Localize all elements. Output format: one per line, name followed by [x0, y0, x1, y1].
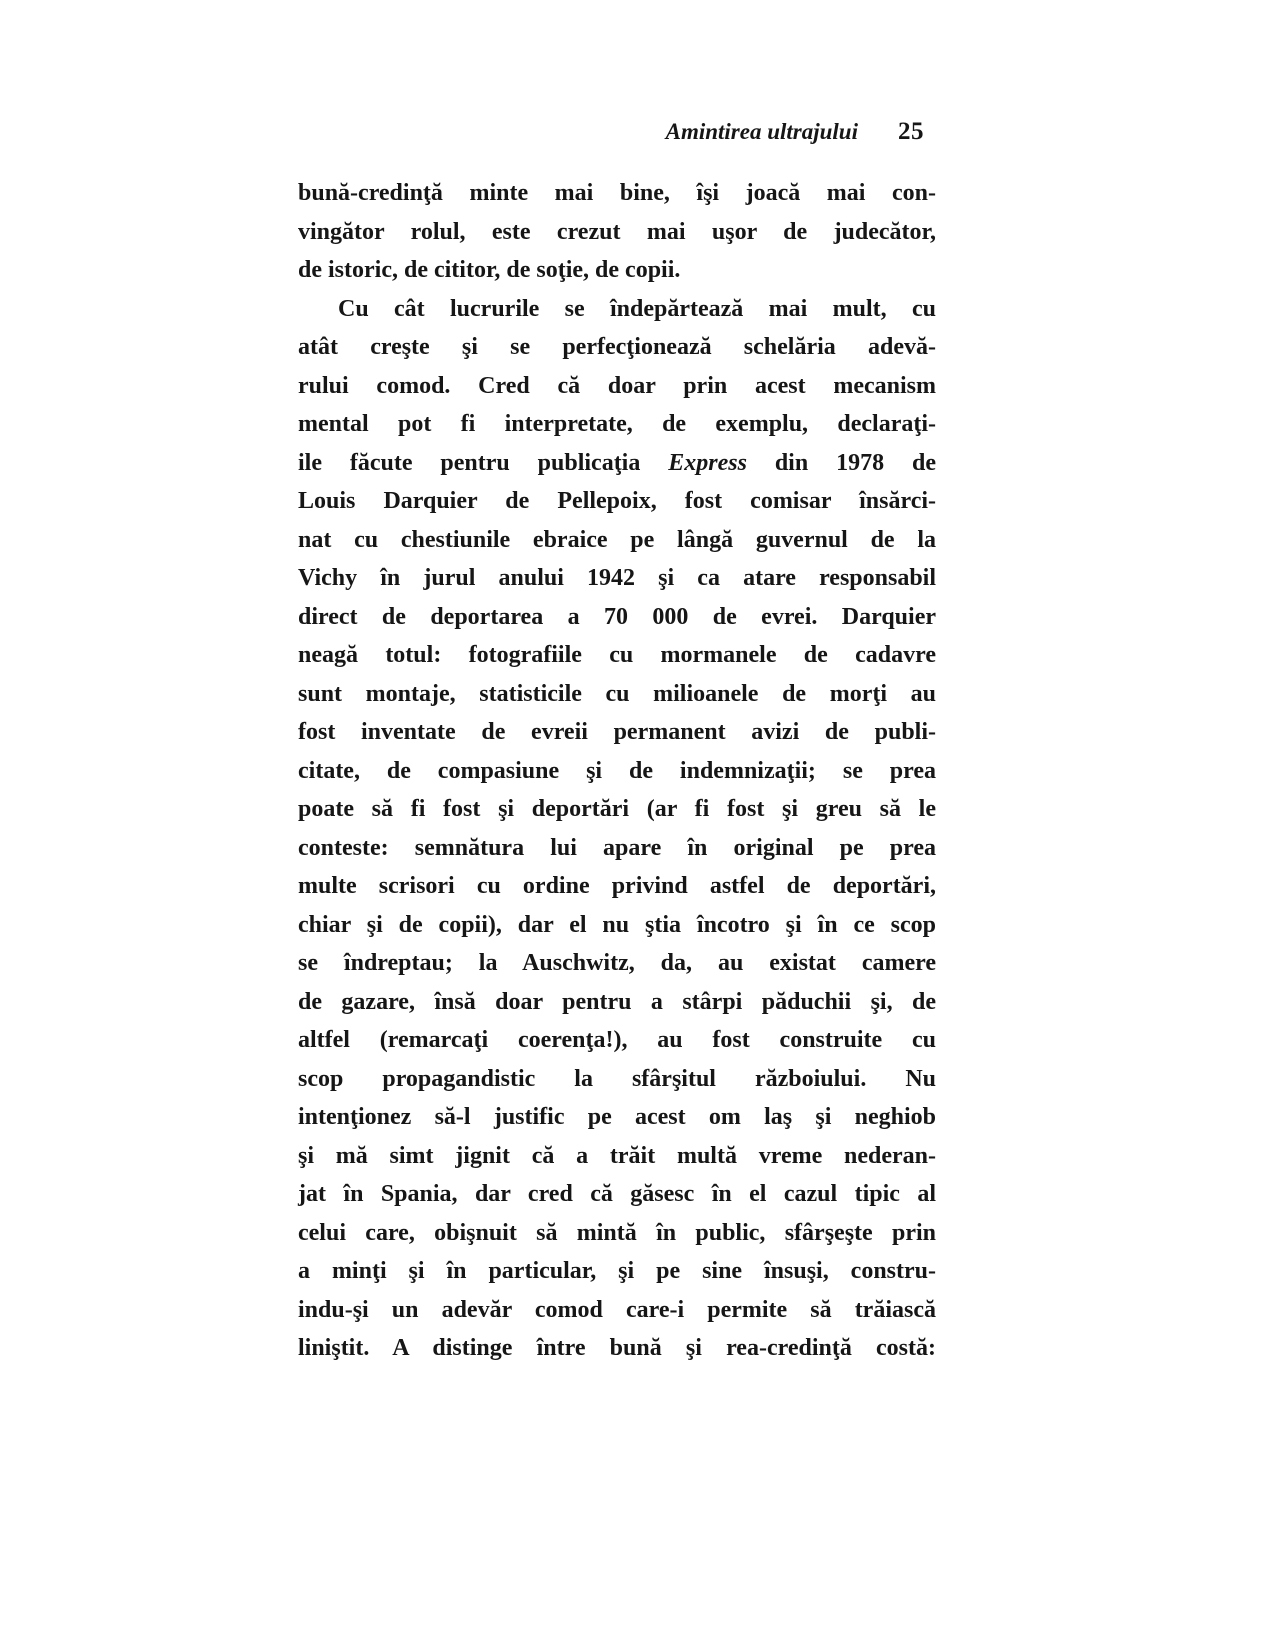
- text-line: [298, 251, 936, 290]
- text-line: [298, 1137, 936, 1176]
- text-line: [298, 1021, 936, 1060]
- page-body: [298, 174, 936, 1368]
- text-line: [298, 675, 936, 714]
- italic-text-segment: Express: [668, 449, 747, 476]
- text-segment: direct de deportarea a 70 000 de evrei. Darquier: [298, 603, 936, 630]
- text-line: [298, 636, 936, 675]
- page-number: 25: [898, 118, 924, 145]
- text-segment: scop propagandistic la sfârşitul războiului. Nu: [298, 1065, 936, 1092]
- text-line: [298, 752, 936, 791]
- text-segment: multe scrisori cu ordine privind astfel de deportări,: [298, 873, 936, 899]
- text-line: [298, 829, 936, 868]
- text-line: [298, 174, 936, 213]
- text-segment: de istoric, de cititor, de soţie, de copii.: [298, 257, 681, 283]
- text-line: [298, 1175, 936, 1214]
- text-segment: vingător rolul, este crezut mai uşor de judecător,: [298, 218, 936, 245]
- text-segment: fost inventate de evreii permanent avizi de publi-: [298, 719, 936, 745]
- text-segment: conteste: semnătura lui apare în original pe prea: [298, 834, 936, 861]
- text-line: [298, 444, 936, 483]
- text-line: [298, 1252, 936, 1291]
- text-line: [298, 367, 936, 406]
- text-line: [298, 1329, 936, 1368]
- text-segment: rului comod. Cred că doar prin acest mecanism: [298, 372, 936, 399]
- text-segment: mental pot fi interpretate, de exemplu, declaraţi-: [298, 411, 936, 437]
- text-line: [298, 213, 936, 252]
- text-line: [298, 713, 936, 752]
- text-line: [298, 1291, 936, 1330]
- text-line: [298, 1098, 936, 1137]
- text-segment: din 1978 de: [746, 449, 936, 476]
- text-line: [298, 405, 936, 444]
- text-segment: celui care, obişnuit să mintă în public, sfârşeşte prin: [298, 1219, 936, 1246]
- text-segment: liniştit. A distinge între bună şi rea-credinţă costă:: [298, 1335, 936, 1361]
- text-segment: intenţionez să-l justific pe acest om laş şi neghiob: [298, 1104, 936, 1130]
- text-segment: Vichy în jurul anului 1942 şi ca atare responsabil: [298, 565, 936, 591]
- text-segment: sunt montaje, statisticile cu milioanele de morţi au: [298, 680, 936, 707]
- text-line: [298, 906, 936, 945]
- text-segment: se îndreptau; la Auschwitz, da, au existat camere: [298, 950, 936, 976]
- text-segment: a minţi şi în particular, şi pe sine însuşi, constru-: [298, 1258, 936, 1284]
- running-header: [298, 116, 936, 148]
- text-line: [298, 790, 936, 829]
- text-segment: jat în Spania, dar cred că găsesc în el cazul tipic al: [298, 1181, 936, 1207]
- text-line: [298, 1214, 936, 1253]
- text-segment: şi mă simt jignit că a trăit multă vreme nederan-: [298, 1142, 936, 1169]
- text-line: [298, 1060, 936, 1099]
- text-segment: indu-şi un adevăr comod care-i permite să trăiască: [298, 1296, 936, 1323]
- text-line: [298, 290, 936, 329]
- text-segment: citate, de compasiune şi de indemnizaţii; se prea: [298, 757, 936, 784]
- text-segment: altfel (remarcaţi coerenţa!), au fost construite cu: [298, 1027, 936, 1053]
- text-segment: bună-credinţă minte mai bine, îşi joacă mai con-: [298, 180, 936, 206]
- text-line: [298, 867, 936, 906]
- text-segment: Cu cât lucrurile se îndepărtează mai mult, cu: [338, 295, 936, 322]
- text-segment: neagă totul: fotografiile cu mormanele de cadavre: [298, 642, 936, 668]
- text-segment: nat cu chestiunile ebraice pe lângă guvernul de la: [298, 526, 936, 553]
- text-line: [298, 944, 936, 983]
- text-segment: atât creşte şi se perfecţionează schelăria adevă-: [298, 334, 936, 360]
- text-segment: chiar şi de copii), dar el nu ştia încotro şi în ce scop: [298, 911, 936, 938]
- text-line: [298, 559, 936, 598]
- text-segment: de gazare, însă doar pentru a stârpi păduchii şi, de: [298, 988, 936, 1015]
- text-line: [298, 328, 936, 367]
- text-line: [298, 983, 936, 1022]
- chapter-title: Amintirea ultrajului: [665, 119, 858, 144]
- text-segment: Louis Darquier de Pellepoix, fost comisar însărci-: [298, 488, 936, 514]
- text-line: [298, 521, 936, 560]
- text-segment: ile făcute pentru publicaţia: [298, 449, 669, 476]
- text-line: [298, 482, 936, 521]
- text-line: [298, 598, 936, 637]
- text-segment: poate să fi fost şi deportări (ar fi fost şi greu să le: [298, 796, 936, 822]
- text-column: [298, 0, 936, 1368]
